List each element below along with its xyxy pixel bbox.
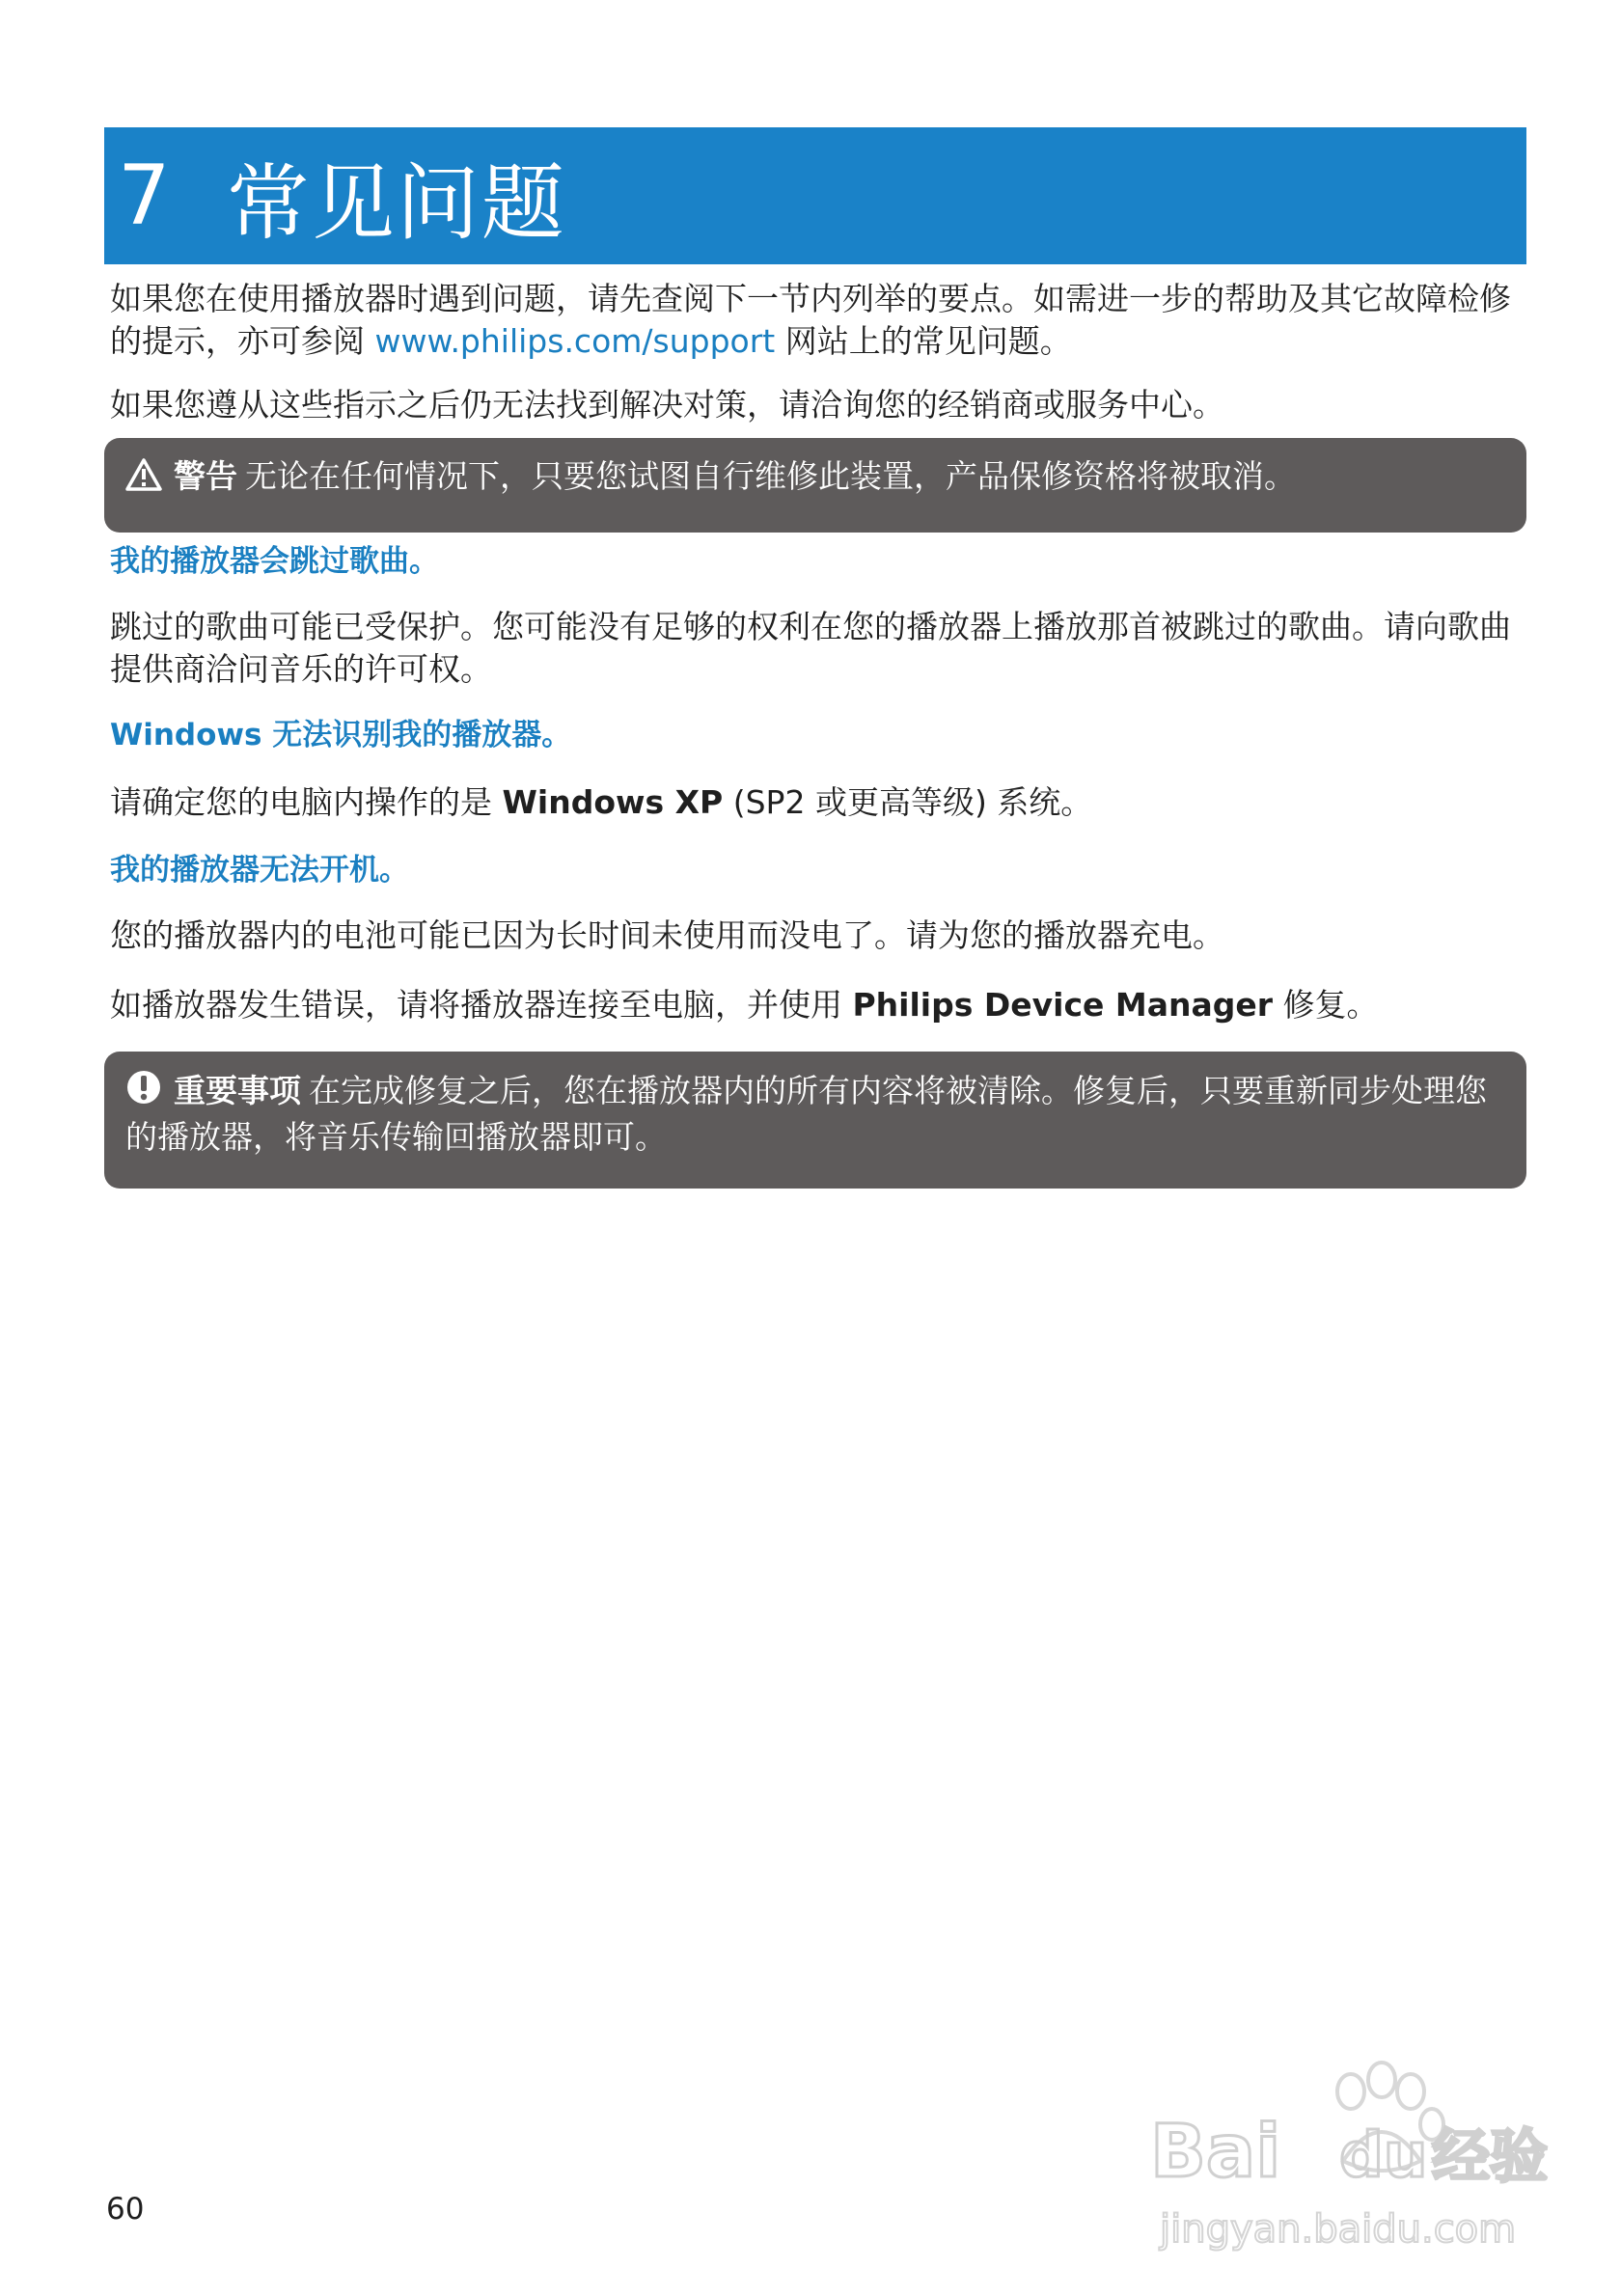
warning-triangle-icon <box>125 458 162 502</box>
important-label: 重要事项 <box>174 1072 301 1109</box>
baidu-watermark <box>1150 2036 1555 2267</box>
important-box <box>104 1052 1526 1189</box>
faq-answer-power-repair: 如播放器发生错误，请将播放器连接至电脑，并使用 Philips Device Manager 修复。 <box>110 986 1379 1024</box>
warning-text: 无论在任何情况下，只要您试图自行维修此装置，产品保修资格将被取消。 <box>245 457 1296 495</box>
watermark-brand: Bai <box>1150 2108 1281 2194</box>
windows-xp-text: Windows XP <box>502 783 724 821</box>
intro-paragraph: 如果您在使用播放器时遇到问题，请先查阅下一节内列举的要点。如需进一步的帮助及其它故障检修的提示，亦可参阅 www.philips.com/support 网站上的常见问题。 <box>110 280 1511 360</box>
faq-heading-skip-songs: 我的播放器会跳过歌曲。 <box>110 544 439 579</box>
faq-heading-power: 我的播放器无法开机。 <box>110 853 409 888</box>
important-text: 在完成修复之后，您在播放器内的所有内容将被清除。修复后，只要重新同步处理您的播放器，将音乐传输回播放器即可。 <box>125 1072 1487 1156</box>
warning-box <box>104 438 1526 533</box>
faq-answer-windows: 请确定您的电脑内操作的是 Windows XP (SP2 或更高等级) 系统。 <box>110 783 1093 821</box>
exclamation-circle-icon <box>125 1069 162 1116</box>
faq-heading-windows: Windows 无法识别我的播放器。 <box>110 718 572 752</box>
faq-answer-power-battery: 您的播放器内的电池可能已因为长时间未使用而没电了。请为您的播放器充电。 <box>110 916 1224 954</box>
device-manager-text: Philips Device Manager <box>852 986 1274 1024</box>
support-link[interactable]: www.philips.com/support <box>374 322 776 360</box>
watermark-url: jingyan.baidu.com <box>1160 2207 1517 2252</box>
watermark-brand2: du <box>1339 2120 1428 2192</box>
watermark-cn: 经验 <box>1432 2123 1548 2191</box>
chapter-number: 7 <box>118 148 171 244</box>
chapter-banner <box>104 127 1526 264</box>
warning-label: 警告 <box>174 457 237 495</box>
chapter-title: 常见问题 <box>226 155 566 252</box>
page-number: 60 <box>106 2192 145 2227</box>
contact-paragraph: 如果您遵从这些指示之后仍无法找到解决对策，请洽询您的经销商或服务中心。 <box>110 386 1224 424</box>
faq-answer-skip-songs: 跳过的歌曲可能已受保护。您可能没有足够的权利在您的播放器上播放那首被跳过的歌曲。请向歌曲提供商洽问音乐的许可权。 <box>110 608 1511 688</box>
